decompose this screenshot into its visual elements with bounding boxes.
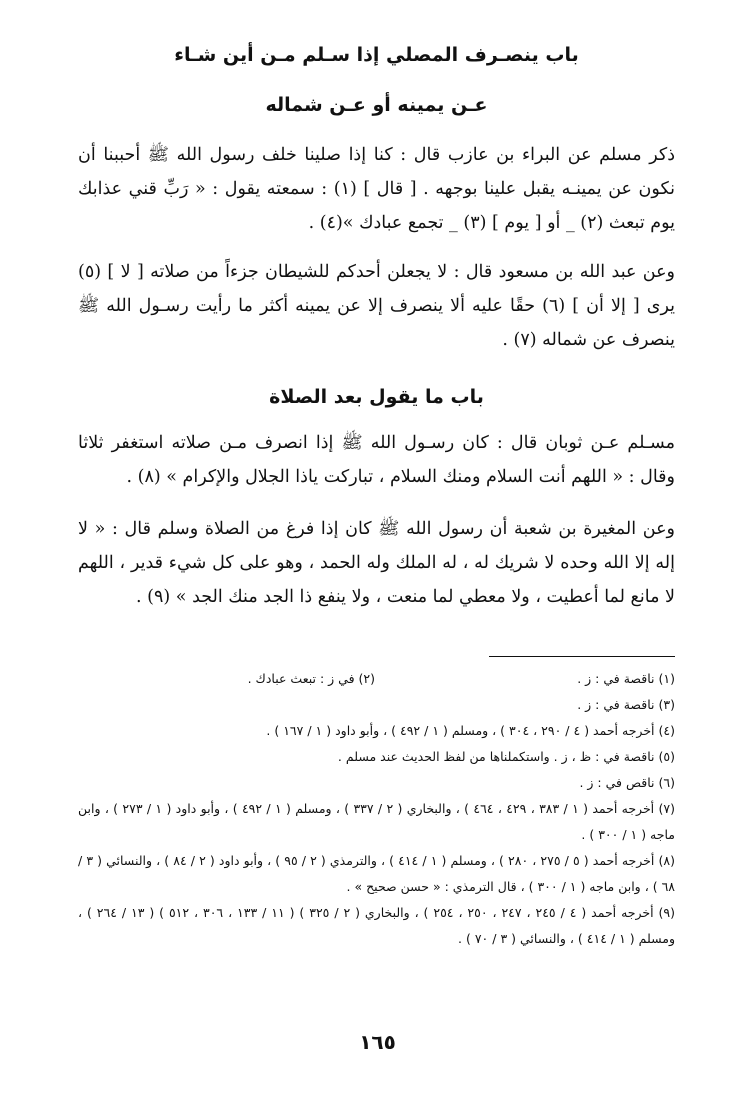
page-number: ١٦٥ — [359, 1030, 396, 1054]
footnote-4: (٤) أخرجه أحمد ( ٤ / ٢٩٠ ، ٣٠٤ ) ، ومسلم ( ١ / ٤٩٢ ) ، وأبو داود ( ١ / ١٦٧ ) . — [266, 723, 675, 738]
footnote-3: (٣) ناقصة في : ز . — [577, 697, 675, 712]
footnote-7: (٧) أخرجه أحمد ( ١ / ٣٨٣ ، ٤٢٩ ، ٤٦٤ ) ، والبخاري ( ٢ / ٣٣٧ ) ، ومسلم ( ١ / ٤٩٢ ) ، وأبو داود ( ١ / ٢٧٣ ) ، وابن ماجه ( ١ / ٣٠٠ ) . — [78, 801, 675, 842]
paragraph-thawban-hadith: مسـلم عـن ثوبان قال : كان رسـول الله ﷺ إذا انصرف مـن صلاته استغفر ثلاثا وقال : « اللهم أنت السلام ومنك السلام ، تباركت ياذا الجلال والإكرام » (٨) . — [78, 433, 675, 487]
footnote-6: (٦) ناقص في : ز . — [579, 775, 675, 790]
footnote-divider — [489, 656, 675, 657]
footnote-5: (٥) ناقصة في : ظ ، ز . واستكملناها من لفظ الحديث عند مسلم . — [337, 749, 675, 764]
footnote-row — [78, 666, 675, 692]
section-title: باب ما يقول بعد الصلاة — [269, 386, 484, 408]
footnote-9: (٩) أخرجه أحمد ( ٤ / ٢٤٥ ، ٢٤٧ ، ٢٥٠ ، ٢٥٤ ) ، والبخاري ( ٢ / ٣٢٥ ) ( ١١ / ١٣٣ ، ٣٠٦ ، ٥١٢ ) ( ١٣ / ٢٦٤ ) ، ومسلم ( ١ / ٤١٤ ) ، والنسائي ( ٣ / ٧٠ ) . — [78, 905, 676, 946]
paragraph-mughira-hadith: وعن المغيرة بن شعبة أن رسول الله ﷺ كان إذا فرغ من الصلاة وسلم قال : « لا إله إلا الله وحده لا شريك له ، له الملك وله الحمد ، وهو على كل شيء قدير ، اللهم لا مانع لما أعطيت ، ولا معطي لما منعت ، ولا ينفع ذا الجد منك الجد » (٩) . — [78, 519, 675, 607]
footnote-1: (١) ناقصة في : ز . — [577, 671, 675, 686]
footnote-2: (٢) في ز : تبعث عبادك . — [247, 671, 375, 686]
footnote-8: (٨) أخرجه أحمد ( ٥ / ٢٧٥ ، ٢٨٠ ) ، ومسلم ( ١ / ٤١٤ ) ، والترمذي ( ٢ / ٩٥ ) ، وأبو داود ( ٢ / ٨٤ ) ، والنسائي ( ٣ / ٦٨ ) ، وابن ماجه ( ١ / ٣٠٠ ) ، قال الترمذي : « حسن صحيح » . — [78, 853, 675, 894]
footnotes — [78, 666, 675, 952]
paragraph-ibn-masud-hadith: وعن عبد الله بن مسعود قال : لا يجعلن أحدكم للشيطان جزءاً من صلاته [ لا ] (٥) يرى [ إلا أن ] (٦) حقًا عليه ألا ينصرف إلا عن يمينه أكثر ما رأيت رسـول الله ﷺ ينصرف عن شماله (٧) . — [78, 262, 676, 350]
chapter-subtitle: عـن يمينه أو عـن شماله — [265, 94, 488, 116]
chapter-title: باب ينصـرف المصلي إذا سـلم مـن أين شـاء — [174, 44, 579, 66]
paragraph-bara-hadith: ذكر مسلم عن البراء بن عازب قال : كنا إذا صلينا خلف رسول الله ﷺ أحببنا أن نكون عن يمينـه يقبل علينا بوجهه . [ قال ] (١) : سمعته يقول : « رَبِّ قني عذابك يوم تبعث (٢) _ أو [ يوم ] (٣) _ تجمع عبادك »(٤) . — [78, 145, 675, 233]
